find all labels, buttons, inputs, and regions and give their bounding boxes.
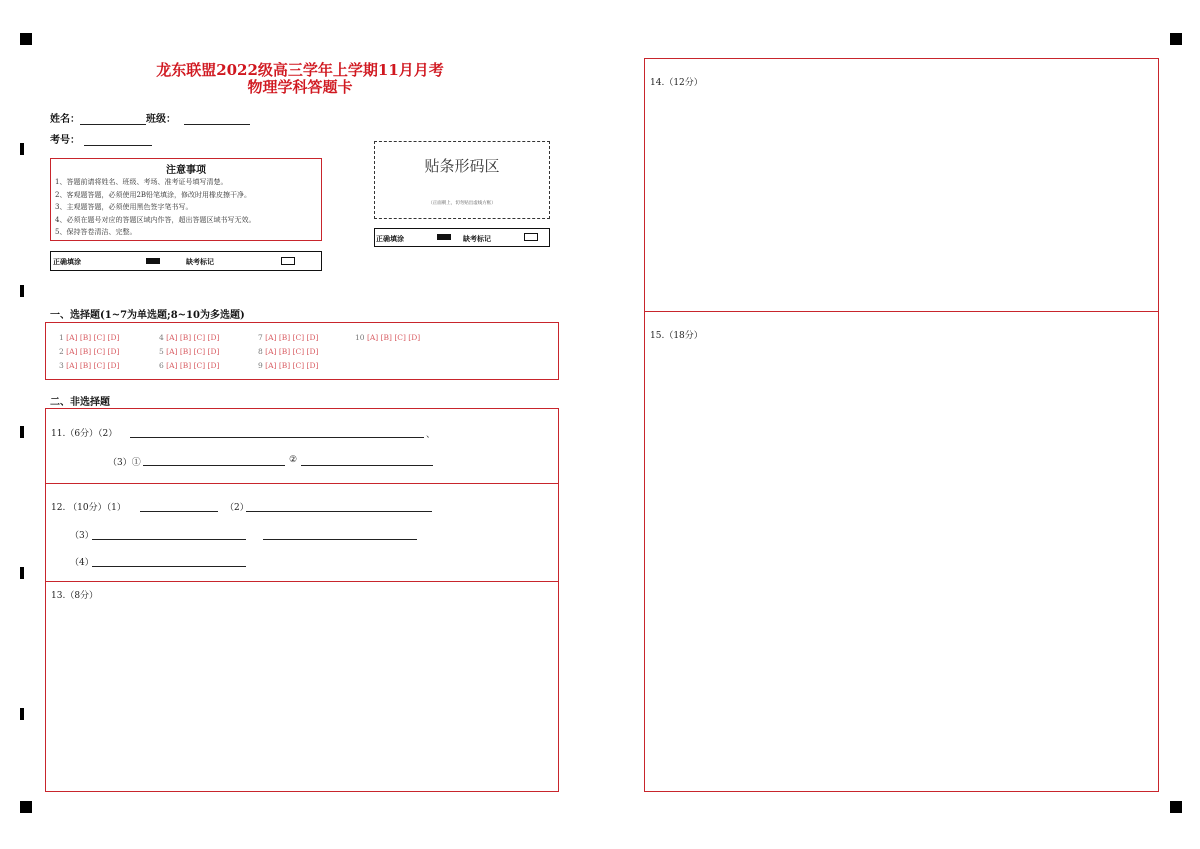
exam-no-field[interactable] [84,144,152,146]
corner-mark-bottom-right [1170,801,1182,813]
q11-label: 11.（6分）（2） [51,429,118,439]
choice-q1[interactable] [59,333,119,342]
q12-part3-label: （3） [70,531,94,541]
barcode-area [374,141,550,219]
page-subtitle: 物理学科答题卡 [247,78,353,96]
q12-blank-1[interactable] [140,511,218,512]
choice-q3[interactable] [59,361,119,370]
timing-mark [20,426,24,438]
q14-label: 14.（12分） [650,78,703,88]
section1-title: 一、选择题(1~7为单选题;8~10为多选题) [50,310,245,321]
notice-item: 2、客观题答题，必须使用2B铅笔填涂，修改时用橡皮擦干净。 [55,190,252,199]
timing-mark [20,143,24,155]
choice-options[interactable]: [A] [B] [C] [D] [66,333,120,342]
corner-mark-top-right [1170,33,1182,45]
q13-label: 13.（8分） [51,591,99,601]
fill-legend [50,251,322,271]
q11-blank-3a[interactable] [143,465,285,466]
correct-fill-sample [437,234,451,240]
q15-answer-area[interactable] [644,311,1159,792]
corner-mark-top-left [20,33,32,45]
q11-blank-3b[interactable] [301,465,433,466]
timing-mark [20,708,24,720]
choice-num: 6 [159,361,164,370]
q11-circle2-label: ② [289,455,298,465]
q12-part2-label: （2） [225,503,249,513]
absent-mark-box[interactable] [524,233,538,241]
barcode-title: 贴条形码区 [424,157,500,175]
timing-mark [20,567,24,579]
q12-part4-label: （4） [70,558,94,568]
q11-part3-label: （3）① [108,458,141,468]
correct-fill-label: 正确填涂 [376,234,404,243]
choice-num: 7 [258,333,263,342]
choice-num: 3 [59,361,64,370]
notice-title: 注意事项 [166,165,206,176]
q11-blank-2[interactable] [130,437,424,438]
choice-q4[interactable] [159,333,219,342]
absent-mark-label: 缺考标记 [186,257,214,266]
choice-options[interactable]: [A] [B] [C] [D] [265,361,319,370]
q12-blank-3a[interactable] [92,539,246,540]
choice-q10[interactable] [355,333,420,342]
notice-box [50,158,322,241]
name-label: 姓名： [50,114,80,125]
choice-num: 9 [258,361,263,370]
q15-label: 15.（18分） [650,331,703,341]
choice-q9[interactable] [258,361,318,370]
class-field[interactable] [184,123,250,125]
class-label: 班级： [146,114,176,125]
q12-box [45,483,559,582]
choice-options[interactable]: [A] [B] [C] [D] [265,333,319,342]
choice-options[interactable]: [A] [B] [C] [D] [166,361,220,370]
exam-no-label: 考号： [50,135,80,146]
q12-blank-2[interactable] [246,511,432,512]
choice-options[interactable]: [A] [B] [C] [D] [166,333,220,342]
choice-num: 10 [355,333,365,342]
q11-separator: 、 [426,430,436,440]
notice-item: 4、必须在题号对应的答题区域内作答，超出答题区域书写无效。 [55,215,256,224]
corner-mark-bottom-left [20,801,32,813]
absent-mark-box[interactable] [281,257,295,265]
choice-options[interactable]: [A] [B] [C] [D] [366,333,421,342]
notice-item: 5、保持答卷清洁、完整。 [55,228,137,236]
choice-options[interactable]: [A] [B] [C] [D] [166,347,220,356]
choice-options[interactable]: [A] [B] [C] [D] [66,347,120,356]
info-row-2 [50,131,152,146]
notice-item: 3、主观题答题，必须使用黑色签字笔书写。 [55,203,193,211]
name-field[interactable] [80,123,146,125]
choice-q8[interactable] [258,347,318,356]
correct-fill-sample [146,258,160,264]
absent-mark-label: 缺考标记 [463,234,491,243]
choice-q6[interactable] [159,361,219,370]
q13-answer-area[interactable] [45,581,559,792]
choice-q7[interactable] [258,333,318,342]
choice-q5[interactable] [159,347,219,356]
q12-label: 12. （10分）（1） [51,503,126,513]
choice-num: 5 [159,347,164,356]
q12-blank-4[interactable] [92,566,246,567]
q14-answer-area[interactable] [644,58,1159,312]
correct-fill-label: 正确填涂 [53,257,81,266]
choice-num: 2 [59,347,64,356]
choice-num: 8 [258,347,263,356]
section2-title: 二、非选择题 [50,397,110,408]
timing-mark [20,285,24,297]
fill-legend-right [374,228,550,247]
choice-q2[interactable] [59,347,119,356]
page-title: 龙东联盟2022级高三学年上学期11月月考 [156,61,444,79]
barcode-note: （正面朝上，切勿贴出虚线方框） [428,201,496,206]
q11-box [45,408,559,484]
notice-item: 1、答题前请将姓名、班级、考场、准考证号填写清楚。 [55,178,228,186]
info-row-1 [50,110,250,125]
choice-num: 4 [159,333,164,342]
choice-num: 1 [59,333,64,342]
q12-blank-3b[interactable] [263,539,417,540]
choice-options[interactable]: [A] [B] [C] [D] [265,347,319,356]
choice-options[interactable]: [A] [B] [C] [D] [66,361,120,370]
